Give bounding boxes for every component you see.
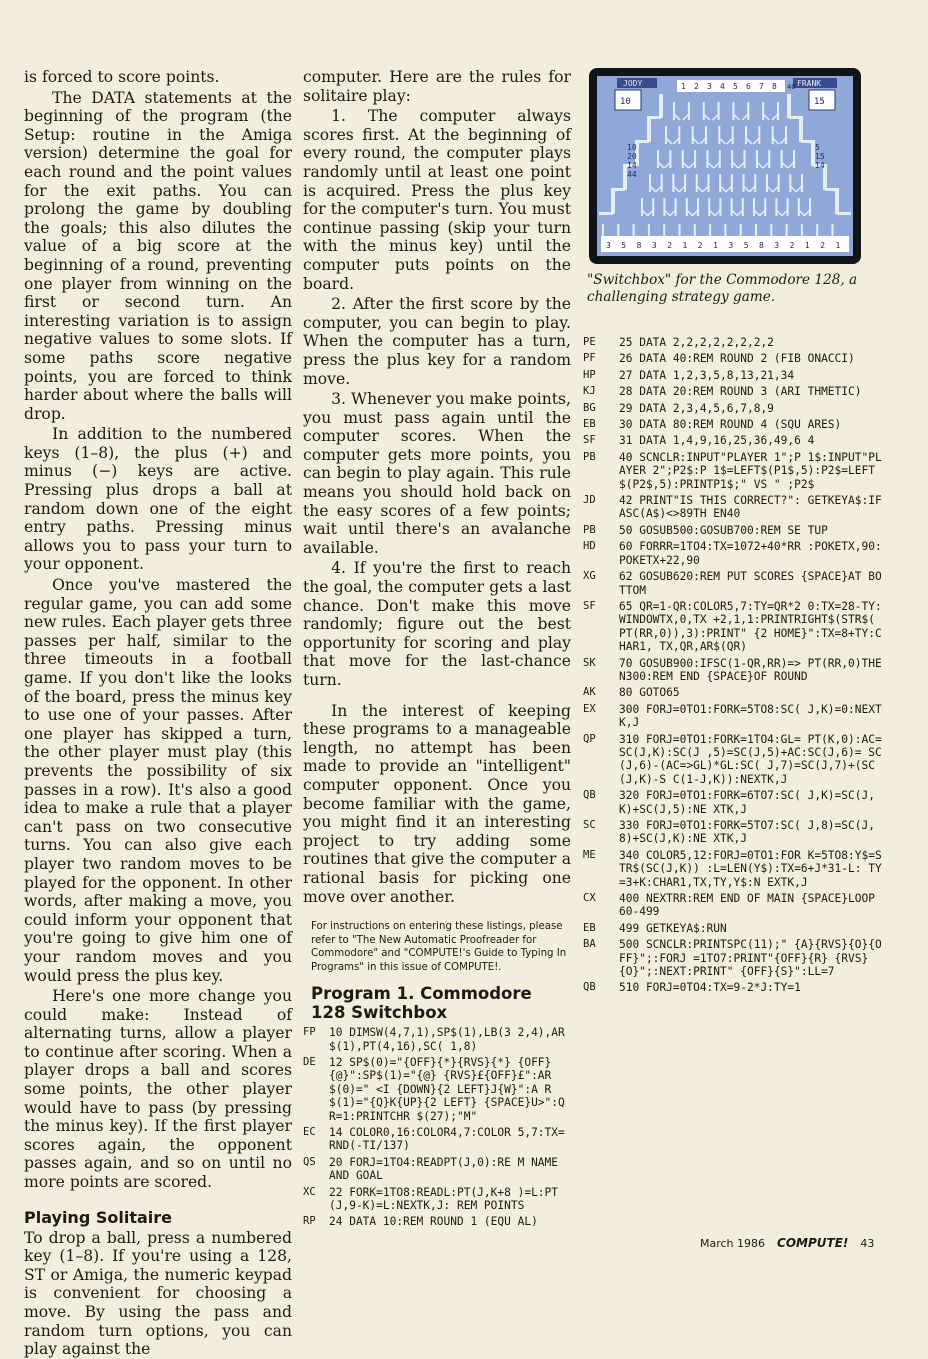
code-line: 22 FORK=1TO8:READL:PT(J,K+8 )=L:PT(J,9-K)=L:NEXTK,J: REM POINTS: [329, 1185, 559, 1212]
entry-number: 2: [694, 82, 699, 91]
code-line: 80 GOTO65: [619, 686, 680, 700]
checksum: CX: [583, 892, 596, 905]
checksum: PB: [583, 450, 596, 463]
code-line: 500 SCNCLR:PRINTSPC(11);" {A}{RVS}{O}{OFF}";:FORJ =1TO7:PRINT"{OFF}{R} {RVS}{O}";:NEXT:PRINT" {OFF}{S}":LL=7: [619, 938, 882, 979]
code-line: 340 COLOR5,12:FORJ=0TO1:FOR K=5TO8:Y$=STR$(SC(J,K)) :L=LEN(Y$):TX=6+J*31-L: TY=3+K:CHAR1,TX,TY,Y$:N EXTK,J: [619, 848, 882, 889]
path-post: [798, 198, 800, 216]
entry-number: 1: [681, 82, 686, 91]
checksum: BG: [583, 401, 596, 414]
path-post: [641, 198, 643, 216]
paragraph: 1. The computer always scores first. At the beginning of every round, the computer plays randomly until at least one point is acquired. Press the plus key for the computer's turn. You must continue passing (skip your turn with the minus key) until the computer puts points on the board.: [303, 107, 571, 293]
listing-line: [583, 922, 883, 935]
path-post: [777, 102, 779, 120]
path-post: [665, 126, 667, 144]
path-post: [747, 102, 749, 120]
listing-line: [583, 733, 883, 787]
code-line: 310 FORJ=0TO1:FORK=1TO4:GL= PT(K,0):AC=SC(J,K):SC(J ,5)=SC(J,5)+AC:SC(J,6)= SC(J,6)-(AC=>GL)*GL:SC( J,7)=SC(J,7)+(SC(J,K)-S C(1-J,K)):NEXTK,J: [619, 732, 882, 786]
magazine-brand: COMPUTE!: [777, 1236, 849, 1250]
path-post: [778, 174, 780, 192]
exit-value: 3: [651, 241, 657, 250]
left-wall-segment: [659, 94, 663, 118]
exit-value: 1: [682, 241, 688, 250]
code-line: 29 DATA 2,3,4,5,6,7,8,9: [619, 401, 774, 415]
listing-line: [583, 524, 883, 537]
listing-line: [583, 686, 883, 699]
code-line: 12 SP$(0)="{OFF}{*}{RVS}{*} {OFF}{@}":SP$(1)="{@} {RVS}£{OFF}£":AR$(0)=" <I {DOWN}{2 LEFT}J{W}":A R$(1)="{Q}K{UP}{2 LEFT} {SPACE}U>":QR=1:PRINTCHR $(27);"M": [329, 1055, 565, 1123]
exit-value: 2: [667, 241, 673, 250]
left-wall-segment: [611, 190, 615, 214]
listing-line: [583, 600, 883, 654]
code-line: 70 GOSUB900:IFSC(1-QR,RR)=> PT(RR,0)THEN300:REM END {SPACE}OF ROUND: [619, 656, 882, 683]
left-score-value: 44: [627, 170, 637, 179]
path-post: [708, 198, 710, 216]
left-wall-step: [599, 212, 613, 215]
figure-caption: "Switchbox" for the Commodore 128, a challenging strategy game.: [587, 272, 858, 305]
right-score-value: 5: [815, 143, 820, 152]
program-title: Program 1. Commodore 128 Switchbox: [311, 984, 532, 1023]
path-post: [661, 174, 663, 192]
checksum: ME: [583, 848, 596, 861]
path-post: [744, 150, 746, 168]
player1-name: JODY: [623, 79, 643, 88]
middle-column: [303, 68, 571, 1232]
listing-line: [303, 1215, 571, 1228]
listing-line: [583, 703, 883, 730]
path-post: [787, 198, 789, 216]
page-number: 43: [860, 1237, 875, 1250]
path-post: [762, 102, 764, 120]
checksum: PF: [583, 352, 596, 365]
listing-line: [303, 1156, 571, 1183]
right-wall-step: [837, 212, 851, 215]
code-line: 31 DATA 1,4,9,16,25,36,49,6 4: [619, 434, 815, 448]
path-post: [742, 198, 744, 216]
path-post: [719, 174, 721, 192]
exit-value: 2: [789, 241, 795, 250]
path-post: [718, 126, 720, 144]
exit-value: 2: [697, 241, 703, 250]
path-post: [673, 102, 675, 120]
code-line: 14 COLOR0,16:COLOR4,7:COLOR 5,7:TX=RND(-TI/137): [329, 1125, 565, 1153]
code-line: 28 DATA 20:REM ROUND 3 (ARI THMETIC): [619, 385, 862, 399]
paragraph: In the interest of keeping these programs to a manageable length, no attempt has been made to provide an "intelligent" computer opponent. Once you become familiar with the game, you might find it an interesting project to try adding some routines that give the computer a rational basis for picking one move over another.: [303, 701, 571, 906]
paragraph: 2. After the first score by the computer, you can begin to play. When the computer has a turn, press the plus key for a random move.: [303, 295, 571, 388]
program-listing: [303, 1026, 571, 1229]
checksum: EX: [583, 702, 596, 715]
listing-line: [303, 1126, 571, 1153]
path-post: [758, 126, 760, 144]
path-post: [688, 102, 690, 120]
listing-line: [583, 849, 883, 889]
left-score-value: 14: [627, 161, 637, 170]
path-post: [732, 126, 734, 144]
path-post: [743, 174, 745, 192]
path-post: [684, 174, 686, 192]
checksum: PB: [583, 523, 596, 536]
listing-line: [583, 352, 883, 365]
code-line: 60 FORRR=1TO4:TX=1072+40*RR :POKETX,90:POKETX+22,90: [619, 540, 882, 567]
path-post: [754, 174, 756, 192]
path-post: [703, 102, 705, 120]
paragraph: computer. Here are the rules for solitaire play:: [303, 68, 571, 105]
listing-line: [583, 819, 883, 846]
checksum: HP: [583, 368, 596, 381]
listing-line: [583, 385, 883, 398]
path-post: [731, 174, 733, 192]
entry-number: 4: [720, 82, 725, 91]
checksum: BA: [583, 938, 596, 951]
path-post: [731, 198, 733, 216]
exit-value: 8: [636, 241, 642, 250]
entry-number: 6: [746, 82, 751, 91]
right-wall-segment: [799, 118, 803, 142]
code-line: 400 NEXTRR:REM END OF MAIN {SPACE}LOOP 60-499: [619, 892, 882, 919]
path-post: [705, 126, 707, 144]
path-post: [672, 174, 674, 192]
checksum: XC: [303, 1185, 316, 1198]
path-post: [697, 198, 699, 216]
path-post: [781, 150, 783, 168]
checksum: EB: [583, 921, 596, 934]
listing-line: [583, 402, 883, 415]
path-post: [719, 198, 721, 216]
path-post: [731, 150, 733, 168]
path-post: [649, 174, 651, 192]
code-line: 25 DATA 2,2,2,2,2,2,2,2: [619, 336, 774, 349]
path-post: [675, 198, 677, 216]
path-post: [775, 198, 777, 216]
paragraph: The DATA statements at the beginning of the program (the Setup: routine in the Amiga version) determine the goal for each round and the point values for the exit paths. You can prolong the game by doubling the goals; this also dilutes the value of a big score at the beginning of a round, preventing one player from winning on the first or second turn. An interesting variation is to assign negative values to some slots. If some paths score negative points, you are forced to think harder about where the balls will drop.: [24, 88, 292, 423]
paragraph: Here's one more change you could make: Instead of alternating turns, allow a player to continue after scoring. When a player drops a ball and scores some points, the other player would have to pass (by pressing the minus key). If the first player scores again, the opponent passes again, and so on until no more points are scored.: [24, 987, 292, 1192]
listing-line: [583, 789, 883, 816]
listing-line: [303, 1056, 571, 1123]
code-line: 499 GETKEYA$:RUN: [619, 921, 727, 935]
listing-line: [583, 938, 883, 978]
goal-value: 40: [787, 83, 796, 91]
exit-value: 5: [743, 241, 749, 250]
path-post: [669, 150, 671, 168]
checksum: DE: [303, 1055, 316, 1068]
code-line: 10 DIMSW(4,7,1),SP$(1),LB(3 2,4),AR$(1),PT(4,16),SC( 1,8): [329, 1026, 565, 1053]
path-post: [766, 174, 768, 192]
listing-line: [583, 418, 883, 431]
left-score-value: 10: [627, 143, 637, 152]
path-post: [764, 198, 766, 216]
listing-line: [583, 336, 883, 349]
path-post: [686, 198, 688, 216]
right-score-value: 14: [815, 161, 825, 170]
code-line: 27 DATA 1,2,3,5,8,13,21,34: [619, 368, 795, 382]
left-wall-segment: [647, 118, 651, 142]
checksum: EB: [583, 418, 596, 431]
checksum: RP: [303, 1215, 316, 1228]
code-line: 50 GOSUB500:GOSUB700:REM SE TUP: [619, 523, 828, 537]
right-wall-segment: [835, 190, 839, 214]
code-line: 24 DATA 10:REM ROUND 1 (EQU AL): [329, 1215, 538, 1229]
path-post: [753, 198, 755, 216]
code-line: 510 FORJ=0TO4:TX=9-2*J:TY=1: [619, 981, 801, 995]
checksum: SK: [583, 656, 596, 669]
entry-number: 8: [772, 82, 777, 91]
path-post: [694, 150, 696, 168]
listing-line: [583, 657, 883, 684]
path-post: [663, 198, 665, 216]
listing-line: [583, 981, 883, 994]
listing-line: [583, 451, 883, 491]
exit-value: 1: [835, 241, 841, 250]
entry-number: 7: [759, 82, 764, 91]
path-post: [706, 150, 708, 168]
checksum: AK: [583, 686, 596, 699]
listing-line: [583, 494, 883, 521]
path-post: [719, 150, 721, 168]
listing-line: [303, 1026, 571, 1053]
entry-number: 5: [733, 82, 738, 91]
paragraph: 4. If you're the first to reach the goal, the computer gets a last chance. Don't make this move randomly; figure out the best opportunity for scoring and play that move for the last-chance turn.: [303, 559, 571, 689]
checksum: QB: [583, 981, 596, 994]
code-line: 330 FORJ=0TO1:FORK=5TO7:SC( J,8)=SC(J,8)+SC(J,K):NE XTK,J: [619, 819, 875, 846]
game-screenshot: [589, 68, 861, 264]
listing-line: [583, 434, 883, 447]
path-post: [692, 126, 694, 144]
path-post: [707, 174, 709, 192]
right-score-value: 15: [815, 152, 825, 161]
program-listing-continued: [583, 336, 883, 995]
checksum: FP: [303, 1026, 316, 1039]
issue-date: March 1986: [700, 1237, 766, 1250]
path-post: [682, 150, 684, 168]
path-post: [772, 126, 774, 144]
path-post: [793, 150, 795, 168]
checksum: EC: [303, 1125, 316, 1138]
right-column: [583, 68, 883, 998]
exit-value: 3: [606, 241, 611, 250]
checksum: SC: [583, 819, 596, 831]
checksum: PE: [583, 336, 596, 348]
listing-line: [583, 570, 883, 597]
checksum: HD: [583, 540, 596, 553]
code-line: 20 FORJ=1TO4:READPT(J,0):RE M NAME AND GOAL: [329, 1155, 565, 1183]
section-heading: Playing Solitaire: [24, 1207, 172, 1227]
code-line: 26 DATA 40:REM ROUND 2 (FIB ONACCI): [619, 352, 855, 366]
paragraph: To drop a ball, press a numbered key (1–8). If you're using a 128, ST or Amiga, the numeric keypad is convenient for choosing a move. By using the pass and random turn options, you can play against the: [24, 1228, 292, 1359]
exit-value: 5: [621, 241, 627, 250]
code-line: 30 DATA 80:REM ROUND 4 (SQU ARES): [619, 418, 842, 432]
paragraph: is forced to score points.: [24, 68, 220, 86]
paragraph: 3. Whenever you make points, you must pass again until the computer scores. When the computer gets more points, you can begin to play again. This rule means you should hold back on the easy scores of a few points; wait until there's an avalanche available.: [303, 390, 571, 557]
path-post: [732, 102, 734, 120]
listing-line: [303, 1186, 571, 1213]
exit-value: 8: [759, 241, 764, 250]
path-post: [789, 174, 791, 192]
listing-line: [583, 369, 883, 382]
exit-value: 1: [713, 241, 718, 250]
checksum: KJ: [583, 385, 596, 398]
page-footer: [700, 1236, 900, 1250]
switchbox-screen: [597, 76, 853, 256]
code-line: 40 SCNCLR:INPUT"PLAYER 1";P 1$:INPUT"PLAYER 2";P2$:P 1$=LEFT$(P1$,5):P2$=LEFT $(P2$,5):PRINTP1$;" VS " ;P2$: [619, 450, 882, 491]
checksum: SF: [583, 434, 596, 447]
checksum: QB: [583, 789, 596, 802]
exit-value: 1: [804, 241, 810, 250]
path-post: [801, 174, 803, 192]
path-post: [718, 102, 720, 120]
path-post: [785, 126, 787, 144]
code-line: 300 FORJ=0TO1:FORK=5TO8:SC( J,K)=0:NEXTK,J: [619, 702, 882, 730]
path-post: [768, 150, 770, 168]
player2-score: 15: [814, 97, 825, 107]
checksum: QS: [303, 1155, 316, 1168]
paragraph: Once you've mastered the regular game, you can add some new rules. Each player gets three passes per half, similar to the three timeouts in a football game. If you don't like the looks of the board, press the minus key to use one of your passes. After one player has skipped a turn, the other player must play (this prevents the possibility of six passes in a row). It's also a good idea to make a rule that a player can't pass on two consecutive turns. You can also give each player two random moves to be played for the opponent. In other words, after making a move, you could inform your opponent that you're going to give him one of your random moves and you would press the plus key.: [24, 576, 292, 985]
code-line: 42 PRINT"IS THIS CORRECT?": GETKEYA$:IFASC(A$)<>89TH EN40: [619, 494, 882, 521]
path-post: [696, 174, 698, 192]
exit-value: 3: [774, 241, 780, 250]
listing-line: [583, 892, 883, 919]
player2-name: FRANK: [797, 79, 822, 88]
path-post: [809, 198, 811, 216]
player1-score: 10: [620, 97, 631, 107]
code-line: 62 GOSUB620:REM PUT SCORES {SPACE}AT BOTTOM: [619, 570, 882, 597]
checksum: XG: [583, 570, 596, 583]
path-post: [678, 126, 680, 144]
right-wall-segment: [787, 94, 791, 118]
exit-value: 2: [820, 241, 826, 250]
left-score-value: 20: [627, 152, 637, 161]
checksum: JD: [583, 494, 596, 507]
solitaire-rules: [303, 68, 571, 906]
checksum: QP: [583, 732, 596, 745]
listing-line: [583, 540, 883, 567]
left-column: [24, 68, 292, 1359]
path-post: [657, 150, 659, 168]
paragraph: In addition to the numbered keys (1–8), the plus (+) and minus (−) keys are active. Pressing plus drops a ball at random down one of the eight entry paths. Pressing minus allows you to pass your turn to your opponent.: [24, 425, 292, 574]
typing-instructions-note: For instructions on entering these listings, please refer to "The New Automatic Proofreader for Commodore" and "COMPUTE!'s Guide to Typing In Programs" in this issue of COMPUTE!.: [311, 921, 567, 973]
path-post: [745, 126, 747, 144]
entry-number: 3: [707, 82, 712, 91]
code-line: 65 QR=1-QR:COLOR5,7:TY=QR*2 0:TX=28-TY:WINDOWTX,0,TX +2,1,1:PRINTRIGHT$(STR$( PT(RR,0)),3):PRINT" {2 HOME}":TX=8+TY:CHAR1, TX,QR,AR$(QR): [619, 599, 882, 654]
path-post: [756, 150, 758, 168]
code-line: 320 FORJ=0TO1:FORK=6TO7:SC( J,K)=SC(J,K)+SC(J,5):NE XTK,J: [619, 789, 875, 816]
exit-value: 3: [728, 241, 734, 250]
path-post: [652, 198, 654, 216]
checksum: SF: [583, 599, 596, 612]
